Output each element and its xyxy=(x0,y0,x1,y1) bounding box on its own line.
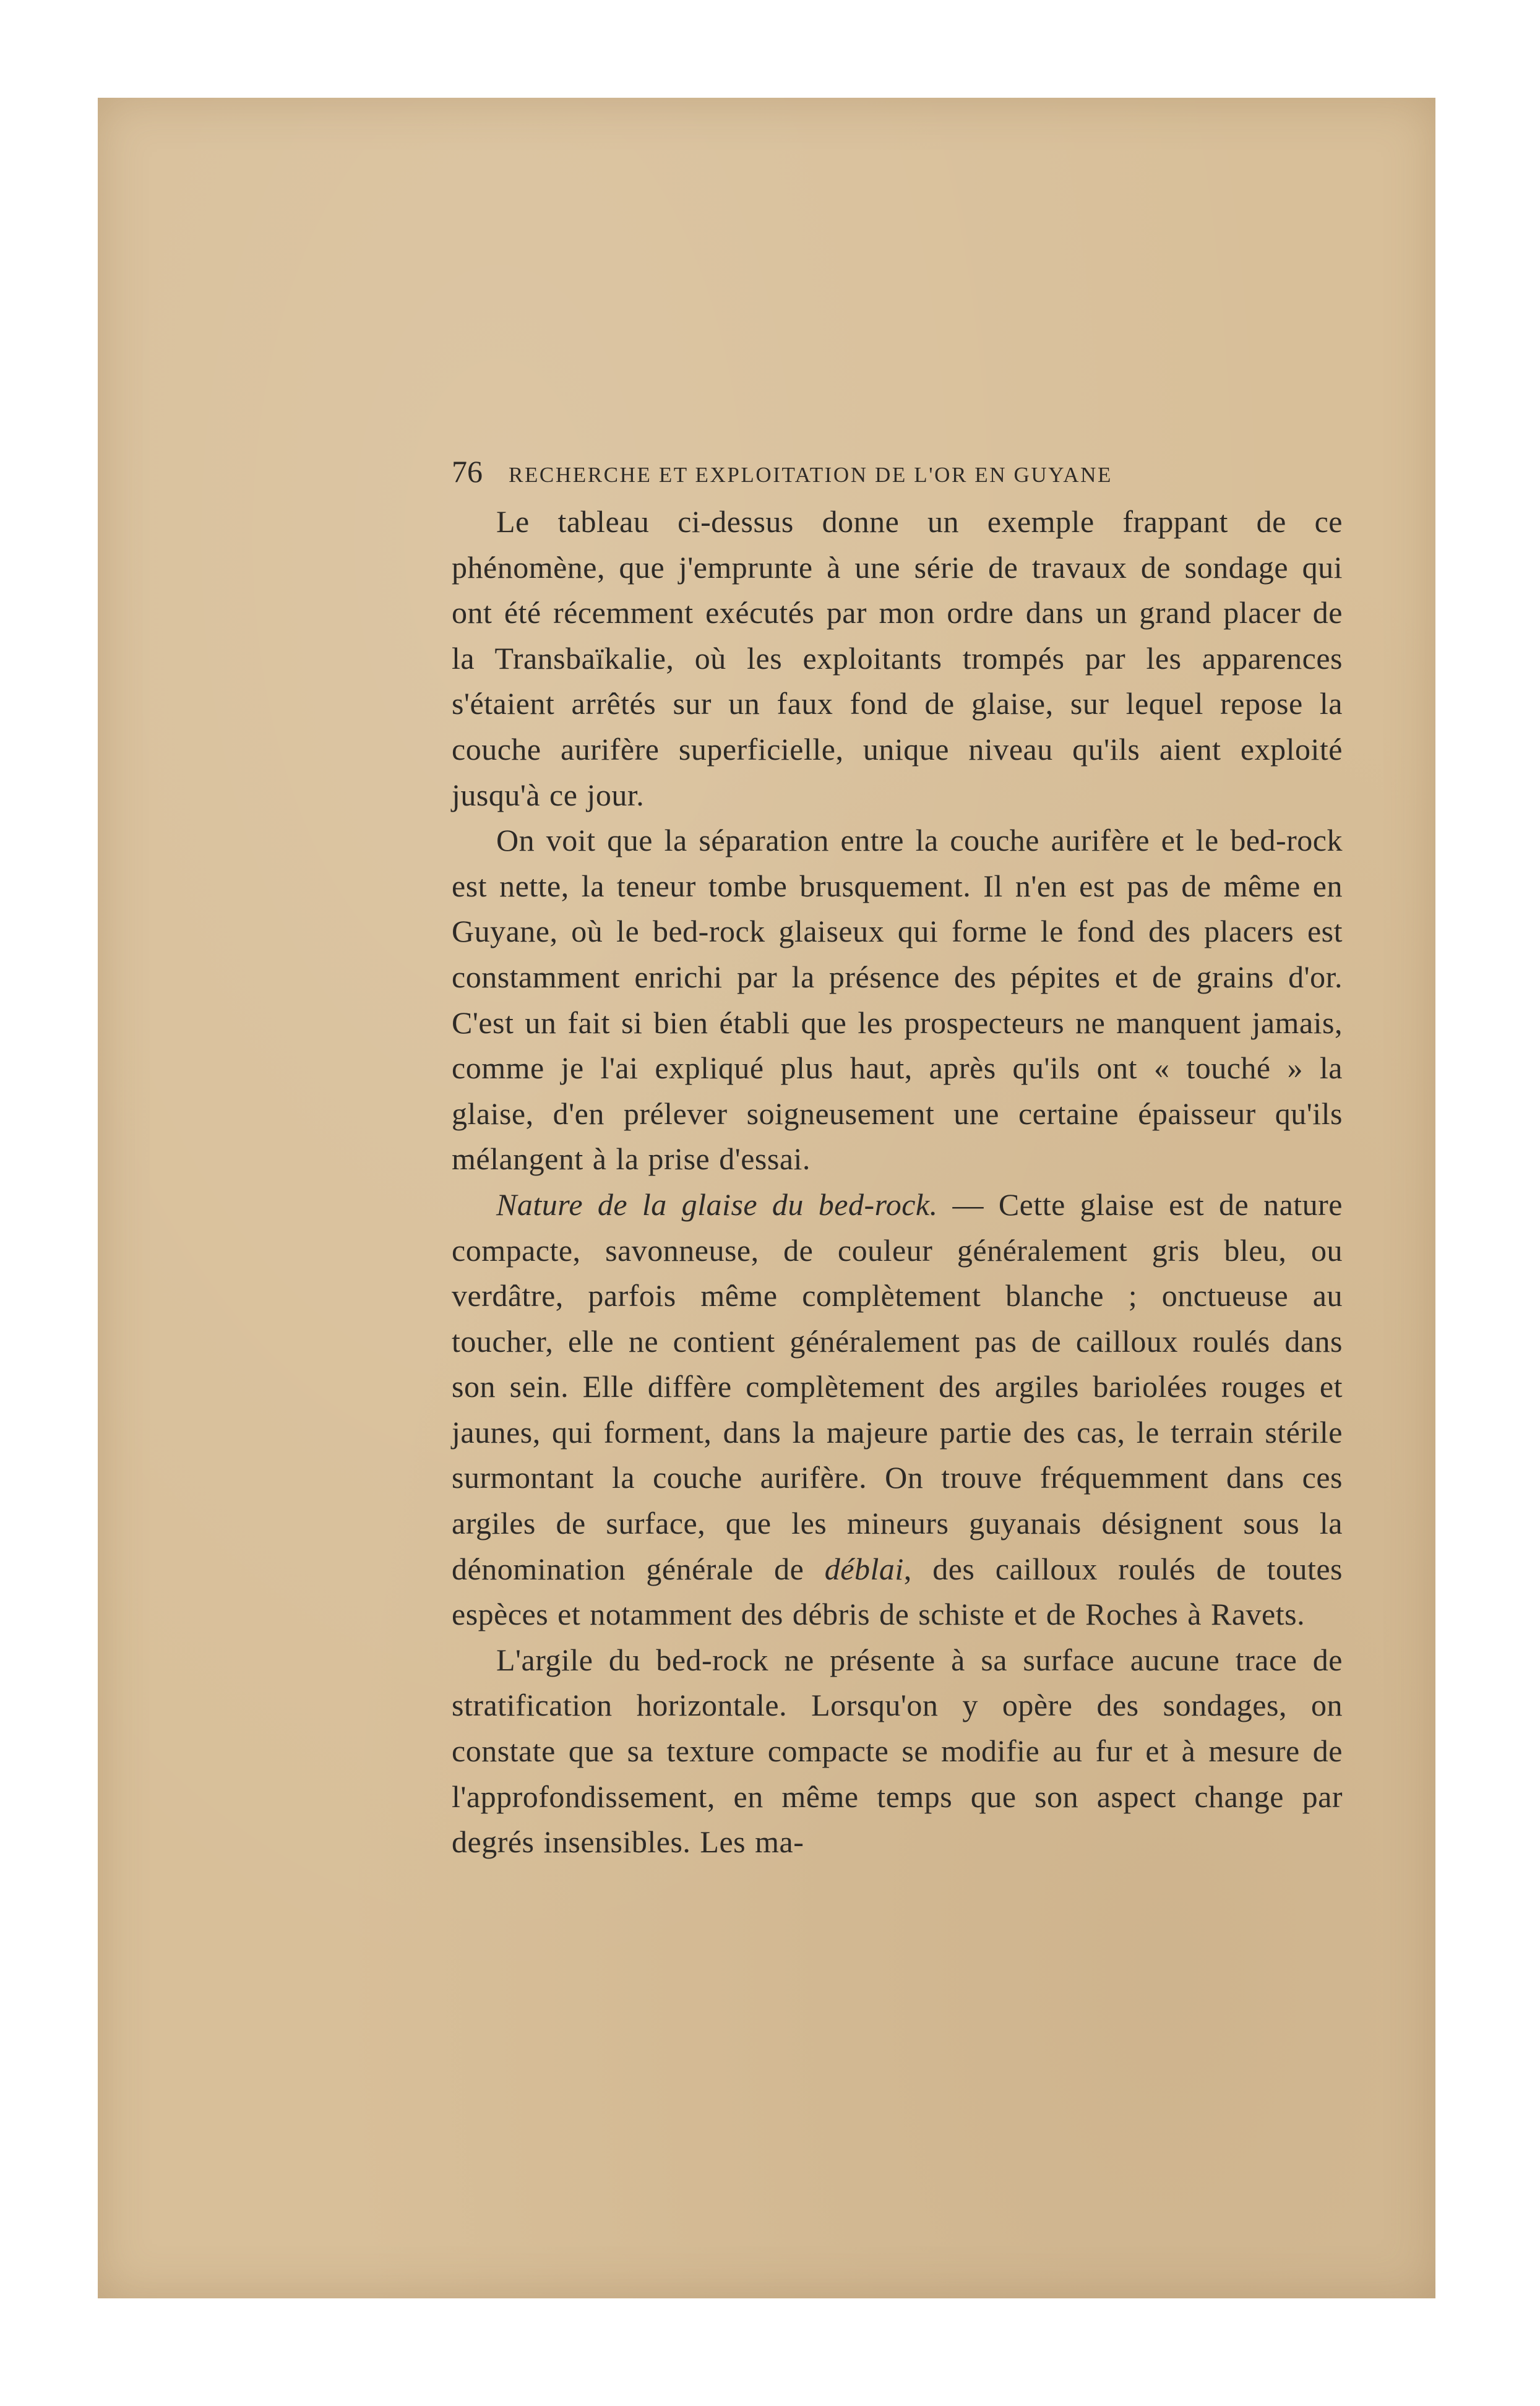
paragraph-3 xyxy=(452,1182,1343,1638)
running-title: RECHERCHE ET EXPLOITATION DE L'OR EN GUYANE xyxy=(509,463,1112,487)
running-head xyxy=(452,453,1343,491)
page-number: 76 xyxy=(452,454,483,489)
scanned-page xyxy=(98,98,1435,2298)
paragraph-3-text-before: — Cette glaise est de nature compacte, savonneuse, de couleur généralement gris bleu, ou verdâtre, parfois même complètement blanche ; onctueuse au toucher, elle ne contient généralement pas de cailloux roulés dans son sein. Elle diffère complètement des argiles bariolées rouges et jaunes, qui forment, dans la majeure partie des cas, le terrain stérile surmontant la couche aurifère. On trouve fréquemment dans ces argiles de surface, que les mineurs guyanais désignent sous la dénomination générale de xyxy=(452,1187,1343,1586)
paragraph-1: Le tableau ci-dessus donne un exemple frappant de ce phénomène, que j'emprunte à une série de travaux de sondage qui ont été récemment exécutés par mon ordre dans un grand placer de la Transbaïkalie, où les exploitants trompés par les apparences s'étaient arrêtés sur un faux fond de glaise, sur lequel repose la couche aurifère superficielle, unique niveau qu'ils aient exploité jusqu'à ce jour. xyxy=(452,504,1343,812)
text-block xyxy=(452,453,1343,1865)
section-heading: Nature de la glaise du bed-rock. xyxy=(496,1187,938,1222)
paragraph-3-text-after: , des cailloux roulés de toutes espèces et notamment des débris de schiste et de Roches à Ravets. xyxy=(452,1551,1343,1632)
deblai-term: déblai xyxy=(824,1551,904,1586)
paragraph-4: L'argile du bed-rock ne présente à sa surface aucune trace de stratification horizontale. Lorsqu'on y opère des sondages, on constate que sa texture compacte se modifie au fur et à mesure de l'approfondissement, en même temps que son aspect change par degrés insensibles. Les ma- xyxy=(452,1642,1343,1860)
paragraph-2: On voit que la séparation entre la couche aurifère et le bed-rock est nette, la teneur tombe brusquement. Il n'en est pas de même en Guyane, où le bed-rock glaiseux qui forme le fond des placers est constamment enrichi par la présence des pépites et de grains d'or. C'est un fait si bien établi que les prospecteurs ne manquent jamais, comme je l'ai expliqué plus haut, après qu'ils ont « touché » la glaise, d'en prélever soigneusement une certaine épaisseur qu'ils mélangent à la prise d'essai. xyxy=(452,823,1343,1177)
